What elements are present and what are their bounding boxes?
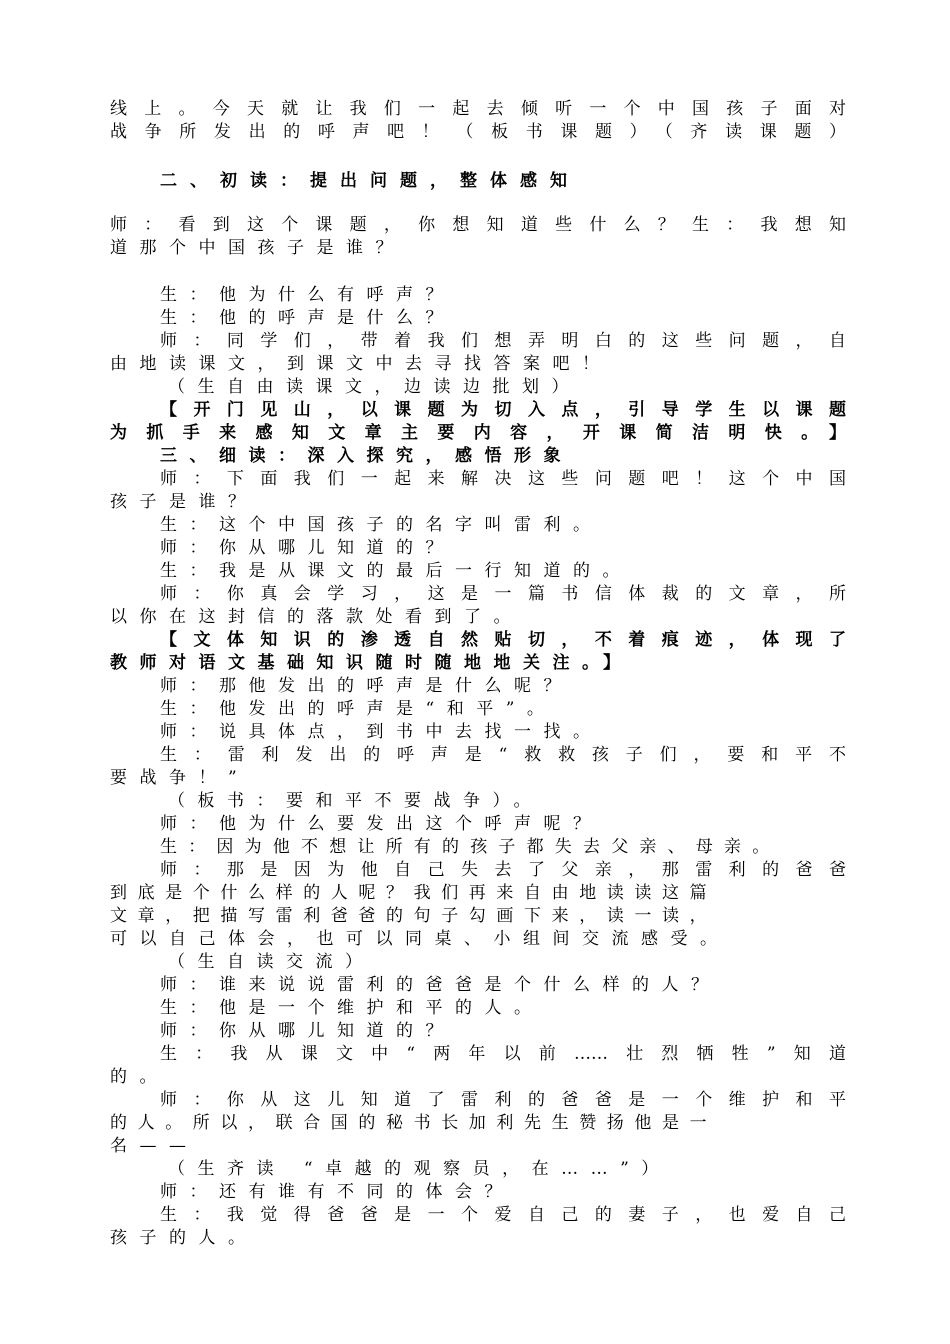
section-heading-2 bbox=[110, 170, 846, 193]
text-line: 师：同学们，带着我们想弄明白的这些问题，自 bbox=[160, 331, 846, 351]
text-line: 孩子是谁？ bbox=[110, 492, 258, 512]
text-line: 师：还有谁有不同的体会？ bbox=[160, 1182, 514, 1202]
comment-line: 【开门见山，以课题为切入点，引导学生以课题 bbox=[160, 400, 846, 420]
text-line: 生：他为什么有呼声？ bbox=[160, 285, 455, 305]
comment-line: 【文体知识的渗透自然贴切，不着痕迹，体现了 bbox=[160, 630, 846, 650]
text-line: 由地读课文，到课文中去寻找答案吧！ bbox=[110, 354, 612, 374]
text-line: 师：你从这儿知道了雷利的爸爸是一个维护和平 bbox=[160, 1090, 846, 1110]
text-line: 师：下面我们一起来解决这些问题吧！这个中国 bbox=[160, 469, 846, 489]
text-line: 文章，把描写雷利爸爸的句子勾画下来，读一读， bbox=[110, 906, 718, 926]
section-heading-3: 三、细读：深入探究，感悟形象 bbox=[160, 446, 573, 466]
text-line: 到底是个什么样的人呢？我们再来自由地读读这篇 bbox=[110, 883, 718, 903]
text-line: （生自读交流） bbox=[168, 952, 375, 972]
text-line: 师：你从哪儿知道的？ bbox=[160, 538, 455, 558]
text-line: 生：我觉得爸爸是一个爱自己的妻子，也爱自己 bbox=[160, 1205, 846, 1225]
text-line: （生自由读课文，边读边批划） bbox=[168, 377, 581, 397]
text-line: 孩子的人。 bbox=[110, 1228, 258, 1248]
text-line: 师：谁来说说雷利的爸爸是个什么样的人？ bbox=[160, 975, 721, 995]
text-line: 可以自己体会，也可以同桌、小组间交流感受。 bbox=[110, 929, 730, 949]
text-line: 生：我从课文中“两年以前……壮烈牺牲”知道 bbox=[160, 1044, 846, 1064]
text-line: 要战争！” bbox=[110, 768, 250, 788]
lesson-body bbox=[110, 284, 846, 1250]
text-line: 师：说具体点，到书中去找一找。 bbox=[160, 722, 603, 742]
question-paragraph bbox=[110, 214, 846, 260]
text-line: 师：那是因为他自己失去了父亲，那雷利的爸爸 bbox=[160, 860, 846, 880]
text-line: （板书：要和平不要战争）。 bbox=[168, 791, 543, 811]
intro-paragraph bbox=[110, 98, 846, 144]
text-line: 的。 bbox=[110, 1067, 169, 1087]
text-line: 生：因为他不想让所有的孩子都失去父亲、母亲。 bbox=[160, 837, 781, 857]
heading-text: 二、初读：提出问题，整体感知 bbox=[160, 171, 580, 191]
text-line: 线上。今天就让我们一起去倾听一个中国孩子面对 bbox=[110, 99, 846, 119]
text-line: 以你在这封信的落款处看到了。 bbox=[110, 607, 523, 627]
text-line: （生齐读 “卓越的观察员，在……”） bbox=[168, 1159, 671, 1179]
text-line: 生：他发出的呼声是“和平”。 bbox=[160, 699, 557, 719]
text-line: 名—— bbox=[110, 1136, 199, 1156]
text-line: 生：雷利发出的呼声是“救救孩子们，要和平不 bbox=[160, 745, 846, 765]
text-line: 生：他是一个维护和平的人。 bbox=[160, 998, 544, 1018]
text-line: 生：他的呼声是什么？ bbox=[160, 308, 455, 328]
text-line: 生：这个中国孩子的名字叫雷利。 bbox=[160, 515, 603, 535]
text-line: 师：他为什么要发出这个呼声呢？ bbox=[160, 814, 603, 834]
text-line: 师：你真会学习，这是一篇书信体裁的文章，所 bbox=[160, 584, 846, 604]
comment-line: 为抓手来感知文章主要内容，开课简洁明快。】 bbox=[110, 423, 846, 443]
text-line: 师：那他发出的呼声是什么呢？ bbox=[160, 676, 573, 696]
text-line: 生：我是从课文的最后一行知道的。 bbox=[160, 561, 632, 581]
text-line: 师：看到这个课题，你想知道些什么？生：我想知 bbox=[110, 215, 846, 235]
text-line: 战争所发出的呼声吧！（板书课题）（齐读课题） bbox=[110, 122, 846, 142]
text-line: 师：你从哪儿知道的？ bbox=[160, 1021, 455, 1041]
text-line: 道那个中国孩子是谁？ bbox=[110, 238, 405, 258]
comment-line: 教师对语文基础知识随时随地地关注。】 bbox=[110, 653, 633, 673]
text-line: 的人。所以，联合国的秘书长加利先生赞扬他是一 bbox=[110, 1113, 718, 1133]
